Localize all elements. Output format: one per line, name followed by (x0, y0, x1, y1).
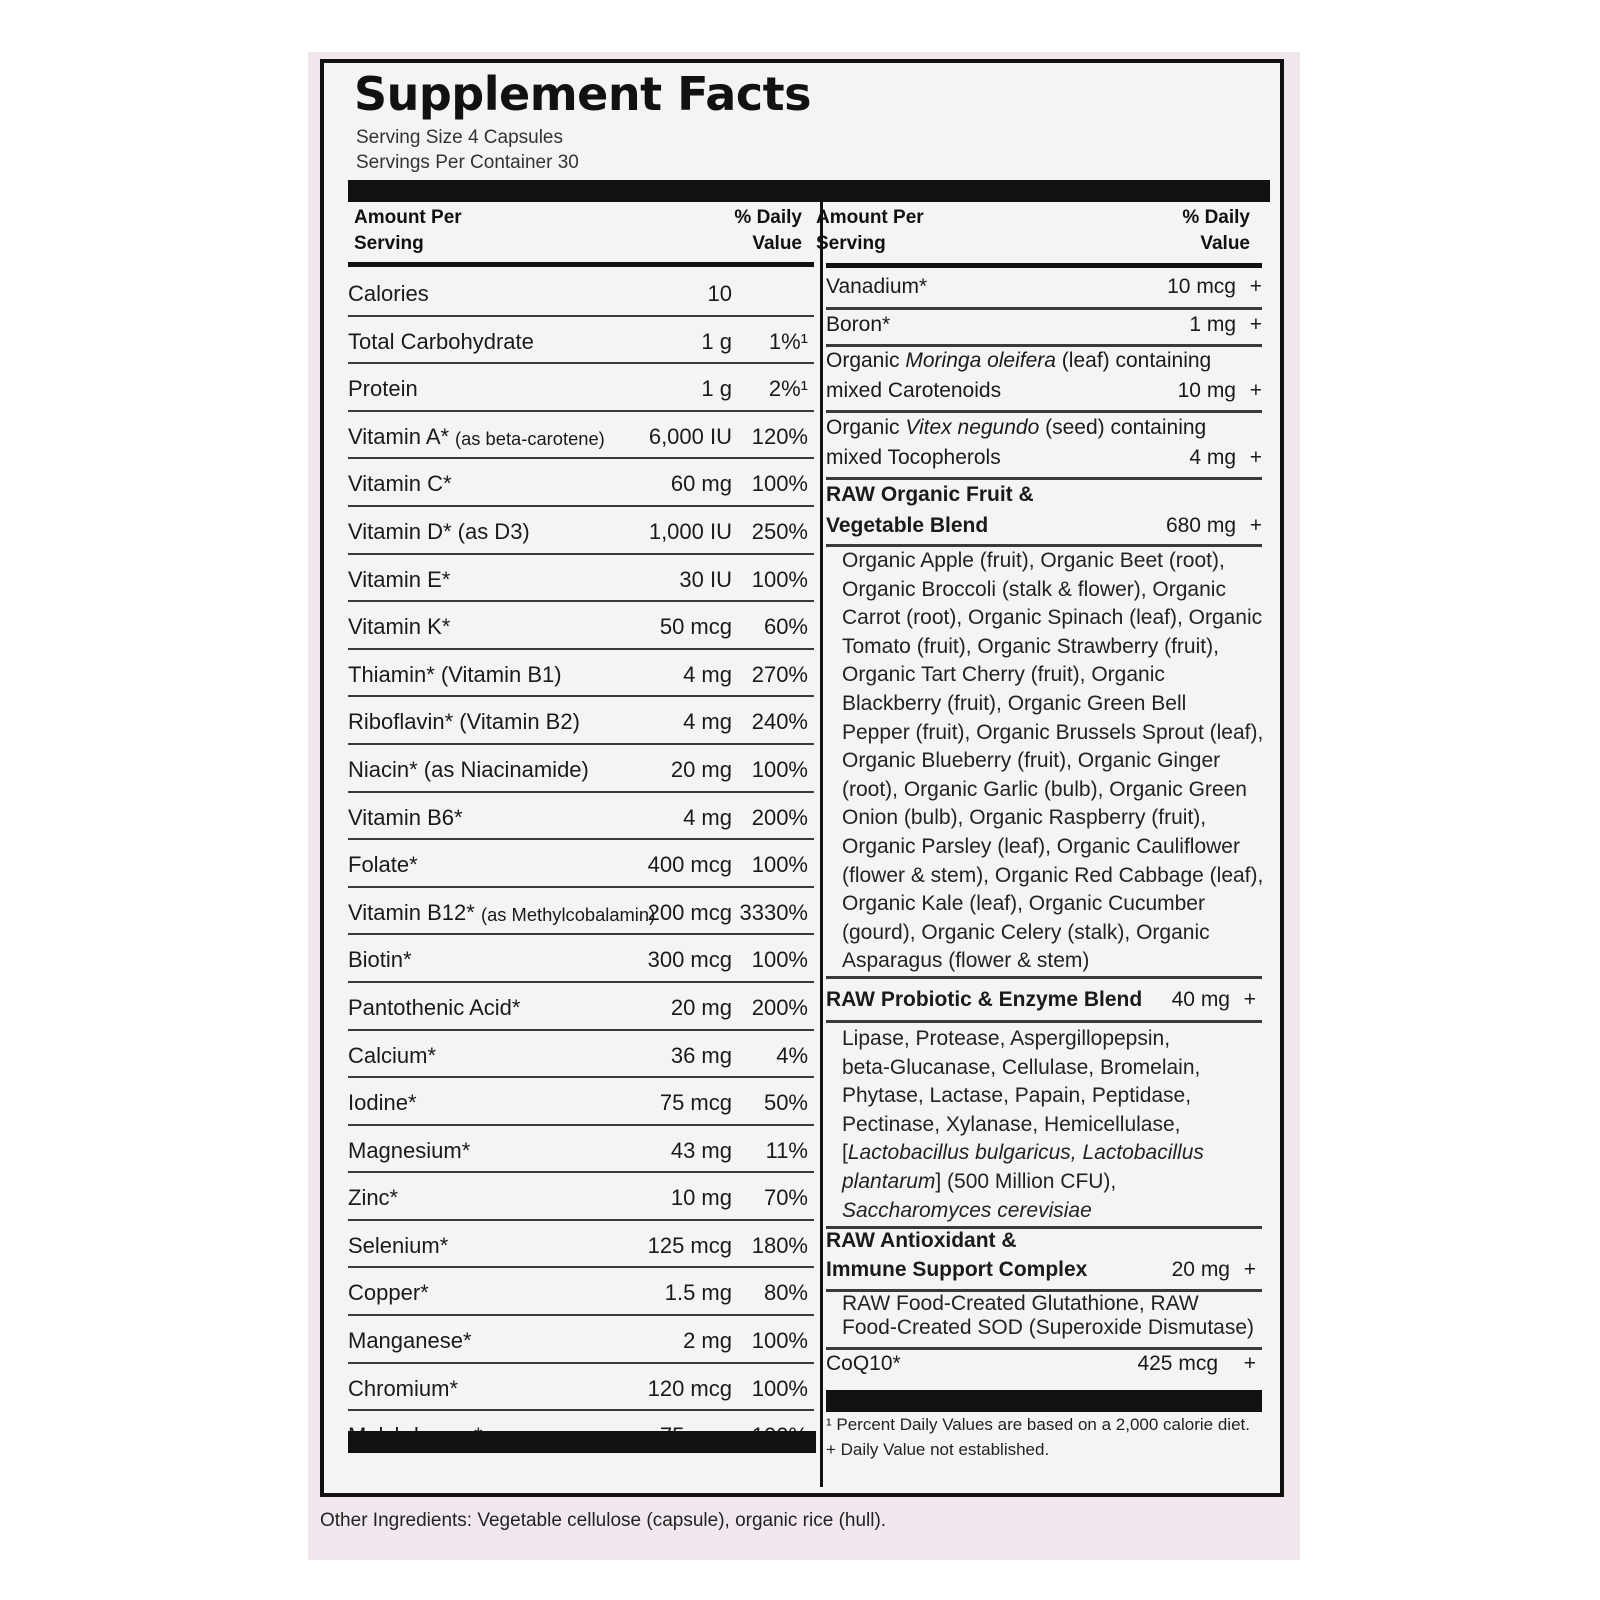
nutrient-row (348, 888, 814, 936)
species-name: Saccharomyces cerevisiae (842, 1199, 1092, 1222)
nutrient-name: Vitamin K* (348, 614, 451, 640)
nutrient-name: Calories (348, 281, 429, 306)
nutrient-row (348, 507, 814, 555)
ingredient-line: Organic Parsley (leaf), Organic Cauliflower (842, 834, 1240, 858)
bracket: [ (842, 1141, 848, 1164)
row-rule (826, 976, 1262, 979)
probiotic-ingredient-list (842, 1025, 1272, 1139)
left-dv-header (734, 205, 802, 257)
nutrient-row (348, 317, 814, 365)
other-ingredients: Other Ingredients: Vegetable cellulose (capsule), organic rice (hull). (320, 1510, 887, 1531)
ingredient-line: RAW Food-Created Glutathione, RAW (842, 1292, 1199, 1315)
nutrient-name: Total Carbohydrate (348, 328, 534, 354)
nutrient-name: Chromium* (348, 1375, 459, 1401)
nutrient-row (348, 1364, 814, 1412)
ingredient-line: Pectinase, Xylanase, Hemicellulase, (842, 1112, 1181, 1136)
nutrient-note: (as Methylcobalamin) (481, 903, 656, 925)
probiotic-ingredient-line6 (842, 1168, 1272, 1197)
ingredient-line: Food-Created SOD (Superoxide Dismutase) (842, 1316, 1255, 1339)
probiotic-ingredient-line5 (842, 1139, 1272, 1168)
nutrient-note: (as beta-carotene) (455, 427, 605, 449)
nutrient-name: CoQ10* (826, 1352, 901, 1375)
nutrient-row (348, 269, 814, 317)
nutrient-row (348, 555, 814, 603)
nutrient-dv: + (1249, 313, 1262, 336)
ingredient-line: (gourd), Organic Celery (stalk), Organic (842, 920, 1210, 944)
ingredient-line: Organic Apple (fruit), Organic Beet (root), (842, 549, 1225, 572)
blend-amount: 40 mg (1171, 988, 1230, 1011)
ingredient-line: Pepper (fruit), Organic Brussels Sprout (leaf), (842, 720, 1264, 744)
cfu-count: ] (500 Million CFU), (935, 1170, 1117, 1193)
amount-header-line1: Amount Per (354, 207, 462, 228)
nutrient-name: Protein (348, 376, 418, 402)
blend-dv: + (1249, 514, 1262, 537)
nutrient-name: Copper* (348, 1280, 429, 1306)
top-thick-rule (348, 180, 1270, 202)
nutrient-name (826, 416, 1206, 440)
nutrient-dv: 3330% (739, 899, 808, 925)
species-name: Vitex negundo (905, 416, 1040, 439)
nutrient-dv: 100% (751, 947, 808, 973)
nutrient-name: Vitamin B6* (348, 804, 463, 830)
nutrient-name: Vitamin A* (348, 423, 450, 449)
nutrient-amount: 425 mcg (1137, 1352, 1218, 1375)
nutrient-dv: 80% (763, 1280, 808, 1306)
nutrient-dv: 100% (751, 1328, 808, 1354)
blend-name: RAW Probiotic & Enzyme Blend (826, 988, 1143, 1011)
ingredient-line: (flower & stem), Organic Red Cabbage (leaf), (842, 863, 1264, 887)
nutrient-row (348, 793, 814, 841)
ingredient-line: Tomato (fruit), Organic Strawberry (fruit), (842, 634, 1219, 658)
nutrient-amount: 4 mg (1189, 446, 1236, 469)
nutrient-name: Biotin* (348, 947, 412, 973)
nutrient-amount: 1 g (701, 376, 732, 402)
nutrient-amount: 60 mg (670, 471, 732, 497)
dv-header-line2: Value (1200, 233, 1250, 254)
nutrient-row (348, 1173, 814, 1221)
nutrient-amount: 30 IU (679, 566, 732, 592)
complex-dv: + (1243, 1258, 1256, 1281)
name-prefix: Organic (826, 416, 906, 439)
nutrient-row (348, 412, 814, 460)
nutrient-name: Niacin* (as Niacinamide) (348, 756, 589, 782)
servings-per-container: Servings Per Container 30 (356, 152, 579, 173)
nutrient-amount: 2 mg (683, 1328, 732, 1354)
serving-size: Serving Size 4 Capsules (356, 127, 563, 148)
nutrient-dv: 11% (765, 1137, 808, 1163)
ingredient-line: Blackberry (fruit), Organic Green Bell (842, 691, 1187, 715)
name-suffix: (leaf) containing (1055, 349, 1212, 372)
nutrient-dv: 1%¹ (768, 328, 808, 354)
complex-amount: 20 mg (1171, 1258, 1230, 1281)
name-suffix: (seed) containing (1039, 416, 1207, 439)
dv-header-line1: % Daily (1182, 207, 1250, 228)
nutrient-row (348, 1031, 814, 1079)
blend-name-line1: RAW Organic Fruit & (826, 483, 1034, 506)
nutrient-name: Magnesium* (348, 1137, 471, 1163)
ingredient-line: (root), Organic Garlic (bulb), Organic Green (842, 777, 1247, 801)
ingredient-line: Organic Tart Cherry (fruit), Organic (842, 663, 1165, 687)
nutrient-amount: 4 mg (683, 709, 732, 735)
nutrient-name: Calcium* (348, 1042, 437, 1068)
panel-title: Supplement Facts (354, 67, 811, 121)
right-header-rule (826, 263, 1262, 268)
nutrient-amount: 400 mcg (647, 852, 732, 878)
nutrient-dv: + (1249, 446, 1262, 469)
amount-header-line2: Serving (354, 233, 424, 254)
nutrient-name: Selenium* (348, 1232, 449, 1258)
nutrient-row (348, 1126, 814, 1174)
nutrient-amount: 10 mcg (1167, 275, 1236, 298)
row-rule (826, 1347, 1262, 1350)
nutrient-dv: 250% (751, 518, 808, 544)
nutrient-dv: 100% (751, 852, 808, 878)
nutrient-dv: 200% (751, 994, 808, 1020)
nutrient-name-line2: mixed Carotenoids (826, 379, 1002, 402)
nutrient-name: Vitamin D* (as D3) (348, 518, 530, 544)
nutrient-dv: 100% (751, 566, 808, 592)
amount-header-line1: Amount Per (816, 207, 924, 228)
nutrient-row (348, 697, 814, 745)
supplement-facts-panel (320, 59, 1284, 1497)
nutrient-dv: 100% (751, 1375, 808, 1401)
nutrient-amount: 43 mg (670, 1137, 732, 1163)
complex-name-line1: RAW Antioxidant & (826, 1229, 1017, 1252)
probiotic-ingredient-line7 (842, 1197, 1272, 1226)
row-rule (826, 344, 1262, 347)
nutrient-dv: 2%¹ (768, 376, 808, 402)
row-rule (826, 477, 1262, 480)
ingredient-line: Phytase, Lactase, Papain, Peptidase, (842, 1084, 1192, 1108)
nutrient-amount: 20 mg (670, 756, 732, 782)
ingredient-line: Organic Broccoli (stalk & flower), Organic (842, 577, 1226, 601)
nutrient-amount: 1,000 IU (648, 518, 732, 544)
nutrient-dv: + (1249, 379, 1262, 402)
nutrient-dv: 60% (763, 614, 808, 640)
blend-amount: 680 mg (1165, 514, 1236, 537)
species-names: Lactobacillus bulgaricus, Lactobacillus (847, 1141, 1204, 1164)
fruit-veg-ingredient-list (842, 547, 1272, 976)
nutrient-amount: 125 mcg (647, 1232, 732, 1258)
nutrient-dv: 270% (751, 661, 808, 687)
nutrient-name: Iodine* (348, 1090, 417, 1116)
nutrient-amount: 300 mcg (647, 947, 732, 973)
nutrient-name (826, 349, 1211, 373)
nutrient-amount: 4 mg (683, 661, 732, 687)
row-rule (826, 307, 1262, 310)
nutrient-amount: 1 g (701, 328, 732, 354)
left-amount-header (354, 205, 462, 257)
nutrient-dv: 4% (776, 1042, 808, 1068)
antioxidant-ingredient-list (842, 1292, 1272, 1340)
row-rule (826, 1020, 1262, 1023)
nutrient-amount: 10 mg (670, 1185, 732, 1211)
dv-header-line1: % Daily (734, 207, 802, 228)
ingredient-line: Carrot (root), Organic Spinach (leaf), Organic (842, 606, 1263, 630)
nutrient-name: Vitamin E* (348, 566, 451, 592)
nutrient-amount: 20 mg (670, 994, 732, 1020)
nutrient-dv: 50% (763, 1090, 808, 1116)
species-name: Moringa oleifera (905, 349, 1056, 372)
amount-header-line2: Serving (816, 233, 886, 254)
right-bottom-thick-rule (826, 1390, 1262, 1412)
row-rule (826, 410, 1262, 413)
nutrient-dv: 120% (751, 423, 808, 449)
nutrient-row (348, 1078, 814, 1126)
nutrient-amount: 10 mg (1177, 379, 1236, 402)
right-amount-header (816, 205, 924, 257)
right-dv-header (1182, 205, 1250, 257)
nutrient-row (348, 745, 814, 793)
name-prefix: Organic (826, 349, 906, 372)
left-nutrient-table (348, 269, 814, 1459)
nutrient-amount: 75 mcg (659, 1090, 732, 1116)
nutrient-amount: 200 mcg (647, 899, 732, 925)
ingredient-line: Organic Kale (leaf), Organic Cucumber (842, 892, 1205, 916)
nutrient-amount: 4 mg (683, 804, 732, 830)
nutrient-name: Vanadium* (826, 275, 928, 298)
ingredient-line: beta-Glucanase, Cellulase, Bromelain, (842, 1055, 1201, 1079)
nutrient-dv: 100% (751, 756, 808, 782)
nutrient-dv: + (1243, 1352, 1256, 1375)
nutrient-dv: 100% (751, 471, 808, 497)
nutrient-row (348, 983, 814, 1031)
nutrient-row (348, 459, 814, 507)
nutrient-name: Pantothenic Acid* (348, 994, 521, 1020)
dv-header-line2: Value (752, 233, 802, 254)
ingredient-line: Lipase, Protease, Aspergillopepsin, (842, 1027, 1171, 1050)
complex-name-line2: Immune Support Complex (826, 1258, 1088, 1281)
ingredient-line: Asparagus (flower & stem) (842, 949, 1090, 973)
blend-name-line2: Vegetable Blend (826, 514, 989, 537)
nutrient-name: Zinc* (348, 1185, 399, 1211)
ingredient-line: Onion (bulb), Organic Raspberry (fruit), (842, 806, 1207, 830)
species-name: plantarum (842, 1170, 936, 1193)
nutrient-row (348, 650, 814, 698)
nutrient-name: Thiamin* (Vitamin B1) (348, 661, 562, 687)
nutrient-row (348, 935, 814, 983)
nutrient-name: Folate* (348, 852, 418, 878)
nutrient-name-line2: mixed Tocopherols (826, 446, 1001, 469)
nutrient-row (348, 364, 814, 412)
footnote-not-established: + Daily Value not established. (826, 1440, 1050, 1459)
left-header-rule (348, 262, 814, 267)
column-divider (820, 202, 823, 1487)
nutrient-name: Manganese* (348, 1328, 472, 1354)
nutrient-amount: 1.5 mg (664, 1280, 732, 1306)
nutrient-dv: + (1249, 275, 1262, 298)
nutrient-dv: 180% (751, 1232, 808, 1258)
nutrient-amount: 50 mcg (659, 614, 732, 640)
nutrient-amount: 6,000 IU (648, 423, 732, 449)
nutrient-amount: 36 mg (670, 1042, 732, 1068)
nutrient-name: Boron* (826, 313, 891, 336)
nutrient-dv: 70% (763, 1185, 808, 1211)
nutrient-amount: 120 mcg (647, 1375, 732, 1401)
nutrient-name: Vitamin C* (348, 471, 452, 497)
nutrient-row (348, 1316, 814, 1364)
footnote-daily-values: ¹ Percent Daily Values are based on a 2,000 calorie diet. (826, 1415, 1250, 1434)
nutrient-name: Vitamin B12* (348, 899, 475, 925)
nutrient-dv: 240% (751, 709, 808, 735)
blend-dv: + (1243, 988, 1256, 1011)
nutrient-row (348, 602, 814, 650)
nutrient-name: Riboflavin* (Vitamin B2) (348, 709, 580, 735)
nutrient-row (348, 1221, 814, 1269)
left-bottom-thick-rule (348, 1431, 816, 1453)
nutrient-dv: 200% (751, 804, 808, 830)
nutrient-row (348, 840, 814, 888)
nutrient-amount: 1 mg (1189, 313, 1236, 336)
ingredient-line: Organic Blueberry (fruit), Organic Ginger (842, 749, 1221, 773)
nutrient-amount: 10 (707, 281, 732, 306)
nutrient-row (348, 1268, 814, 1316)
